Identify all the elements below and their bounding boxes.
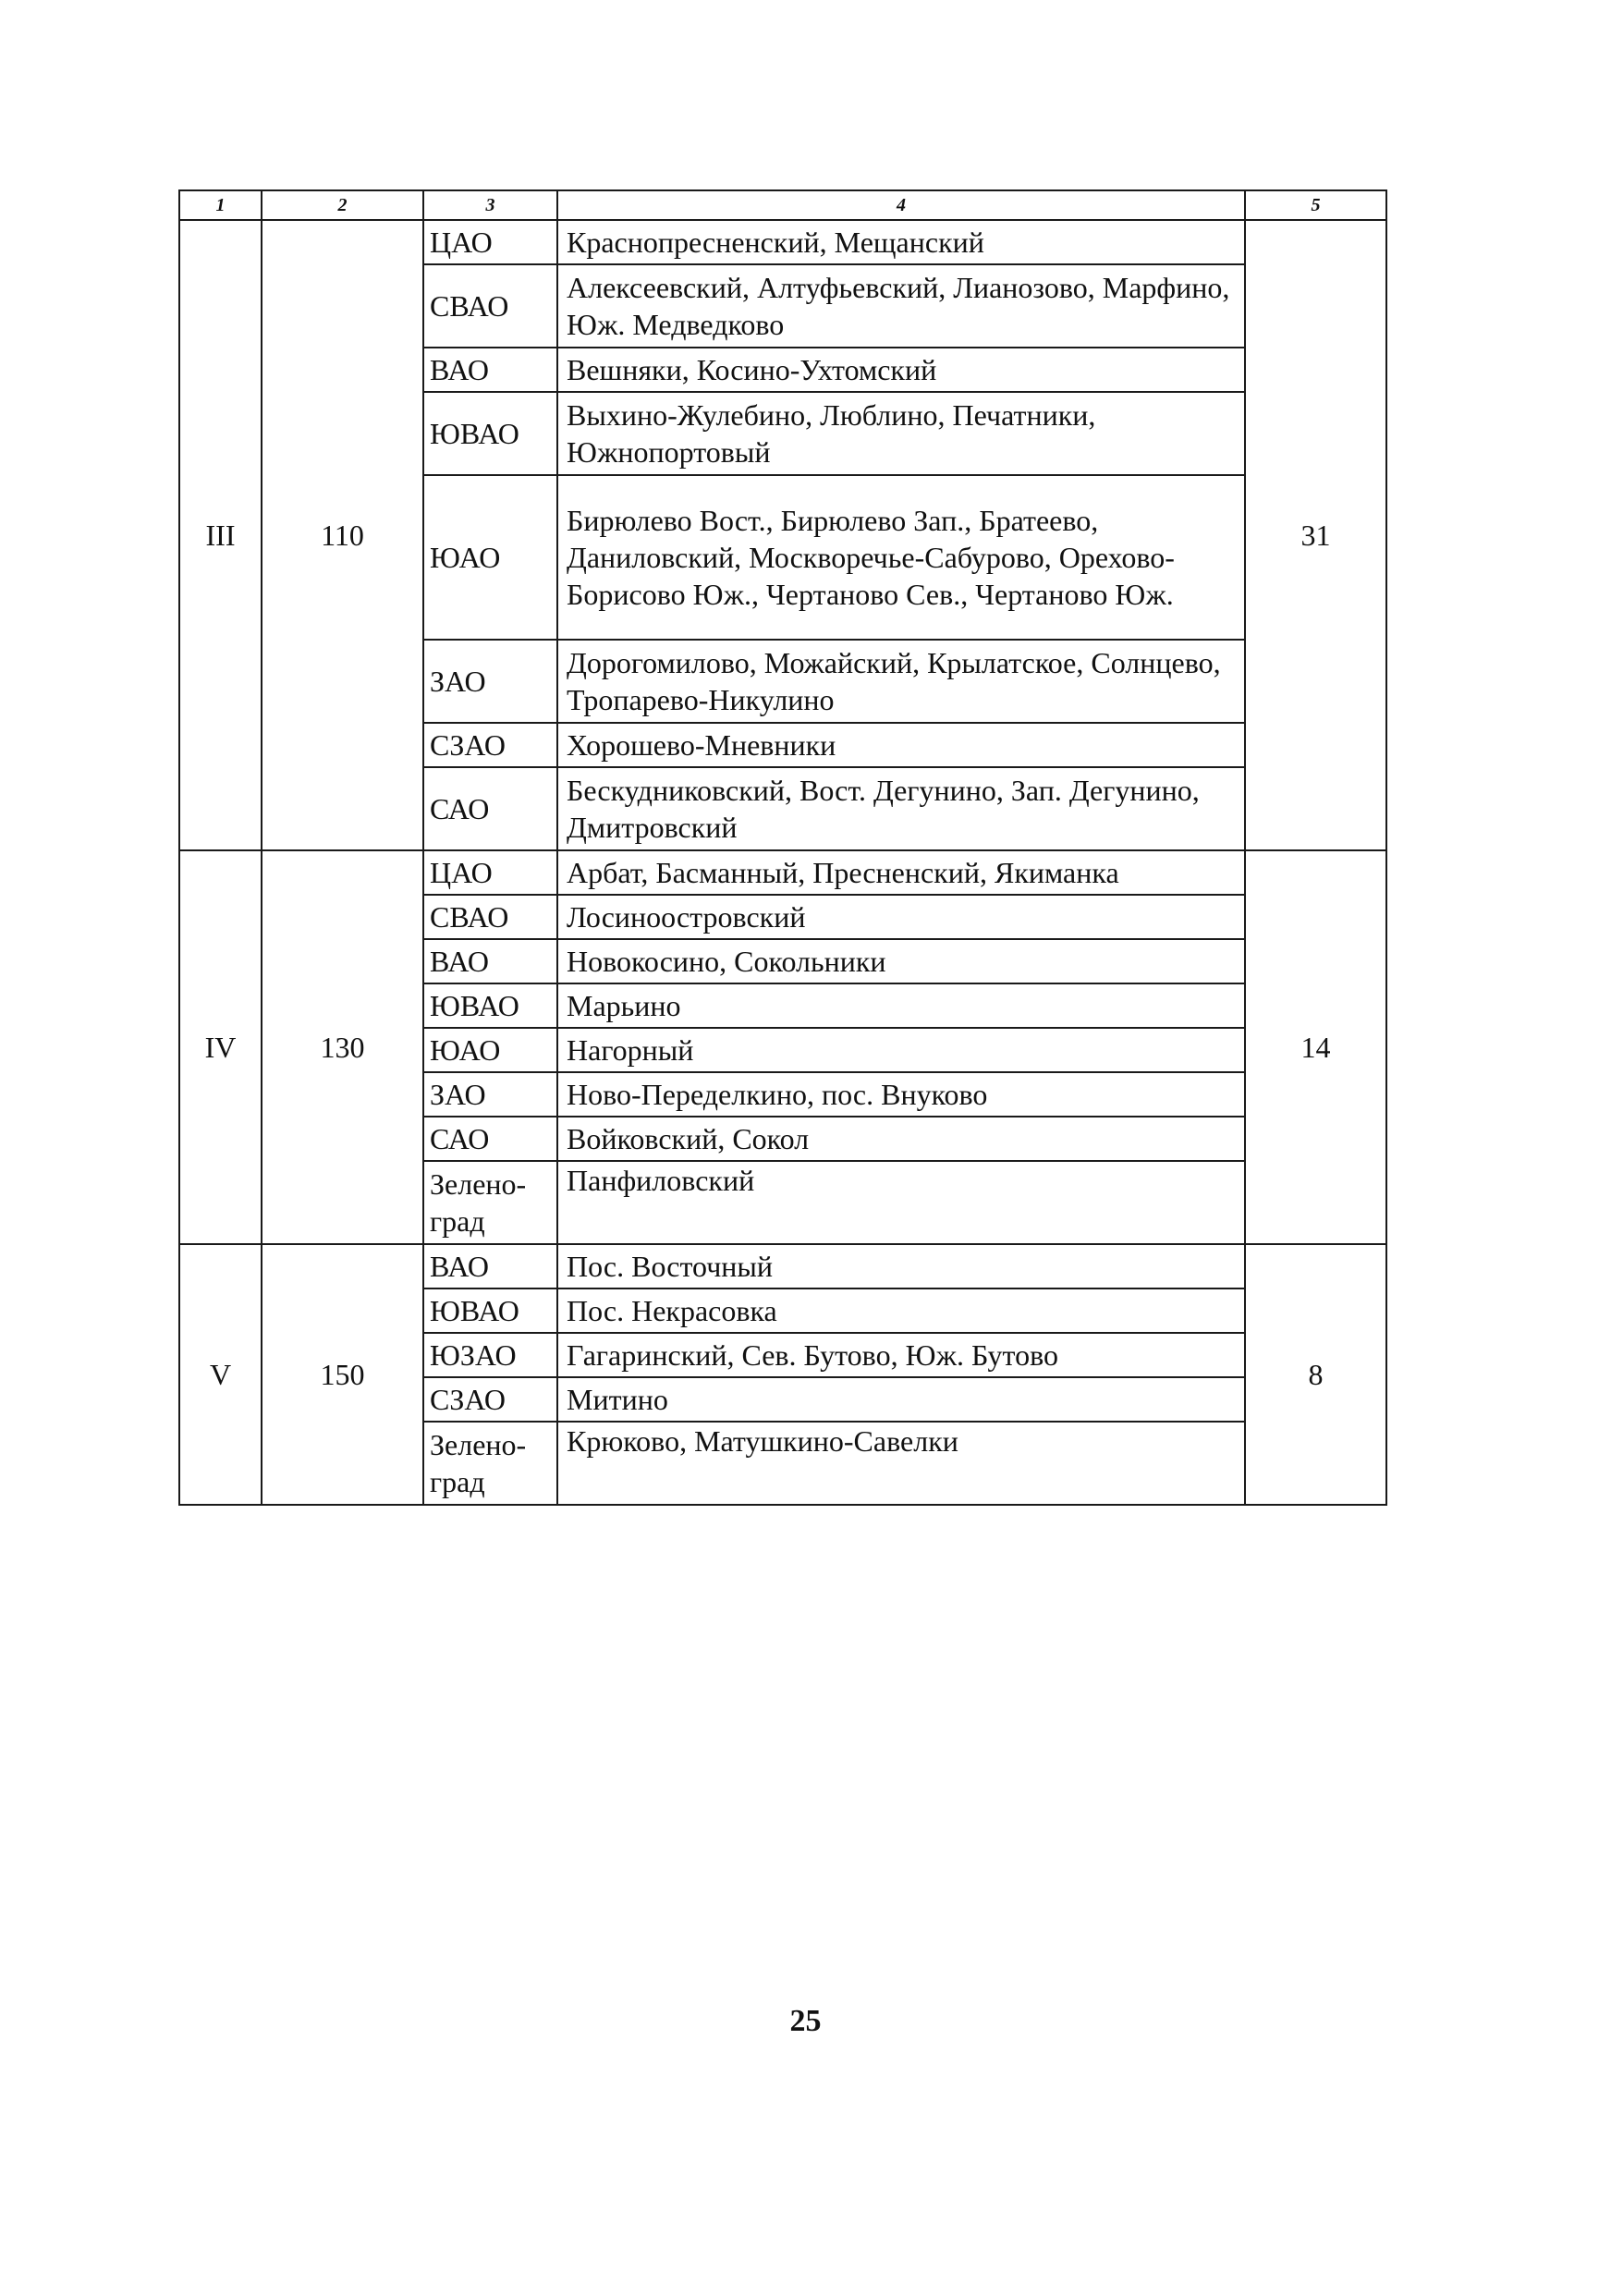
districts-cell: Крюково, Матушкино-Савелки	[557, 1422, 1245, 1505]
districts-cell: Панфиловский	[557, 1161, 1245, 1244]
districts-cell: Выхино-Жулебино, Люблино, Печатники, Южнопортовый	[557, 392, 1245, 475]
okrug-cell: САО	[423, 767, 557, 850]
districts-cell: Хорошево-Мневники	[557, 723, 1245, 767]
okrug-cell: Зелено-град	[423, 1422, 557, 1505]
okrug-cell: ЮЗАО	[423, 1333, 557, 1377]
column-header: 2	[262, 190, 423, 220]
okrug-cell: ЮАО	[423, 475, 557, 640]
districts-cell: Пос. Восточный	[557, 1244, 1245, 1288]
okrug-cell: ЮВАО	[423, 983, 557, 1028]
okrug-cell: ЮВАО	[423, 392, 557, 475]
districts-cell: Лосиноостровский	[557, 895, 1245, 939]
okrug-cell: САО	[423, 1117, 557, 1161]
districts-cell: Дорогомилово, Можайский, Крылатское, Солнцево, Тропарево-Никулино	[557, 640, 1245, 723]
okrug-cell: СЗАО	[423, 723, 557, 767]
count-cell: 8	[1245, 1244, 1386, 1505]
districts-cell: Войковский, Сокол	[557, 1117, 1245, 1161]
zone-number-cell: 110	[262, 220, 423, 850]
districts-cell: Новокосино, Сокольники	[557, 939, 1245, 983]
okrug-cell: ЮАО	[423, 1028, 557, 1072]
zone-cell: III	[179, 220, 262, 850]
column-header: 4	[557, 190, 1245, 220]
districts-cell: Алексеевский, Алтуфьевский, Лианозово, Марфино, Юж. Медведково	[557, 264, 1245, 348]
okrug-cell: ВАО	[423, 348, 557, 392]
zone-number-cell: 150	[262, 1244, 423, 1505]
column-header: 1	[179, 190, 262, 220]
okrug-cell: ЗАО	[423, 640, 557, 723]
districts-cell: Гагаринский, Сев. Бутово, Юж. Бутово	[557, 1333, 1245, 1377]
districts-cell: Вешняки, Косино-Ухтомский	[557, 348, 1245, 392]
zone-cell: V	[179, 1244, 262, 1505]
okrug-cell: ЦАО	[423, 220, 557, 264]
column-header: 5	[1245, 190, 1386, 220]
districts-cell: Ново-Переделкино, пос. Внуково	[557, 1072, 1245, 1117]
districts-cell: Бескудниковский, Вост. Дегунино, Зап. Дегунино, Дмитровский	[557, 767, 1245, 850]
okrug-cell: СЗАО	[423, 1377, 557, 1422]
zone-cell: IV	[179, 850, 262, 1244]
page-number: 25	[789, 2004, 822, 2038]
zone-number-cell: 130	[262, 850, 423, 1244]
table-row	[179, 220, 1386, 264]
districts-cell: Бирюлево Вост., Бирюлево Зап., Братеево, Даниловский, Москворечье-Сабурово, Орехово-Борисово Юж., Чертаново Сев., Чертаново Юж.	[557, 475, 1245, 640]
okrug-cell: ЦАО	[423, 850, 557, 895]
count-cell: 31	[1245, 220, 1386, 850]
okrug-cell: ВАО	[423, 939, 557, 983]
okrug-cell: ЗАО	[423, 1072, 557, 1117]
districts-cell: Краснопресненский, Мещанский	[557, 220, 1245, 264]
districts-cell: Нагорный	[557, 1028, 1245, 1072]
okrug-cell: ВАО	[423, 1244, 557, 1288]
districts-cell: Митино	[557, 1377, 1245, 1422]
okrug-cell: СВАО	[423, 264, 557, 348]
count-cell: 14	[1245, 850, 1386, 1244]
column-number-row	[179, 190, 1386, 220]
districts-table	[178, 189, 1387, 1506]
districts-cell: Арбат, Басманный, Пресненский, Якиманка	[557, 850, 1245, 895]
okrug-cell: Зелено-град	[423, 1161, 557, 1244]
table-row	[179, 1244, 1386, 1288]
districts-cell: Марьино	[557, 983, 1245, 1028]
table-row	[179, 850, 1386, 895]
districts-cell: Пос. Некрасовка	[557, 1288, 1245, 1333]
okrug-cell: СВАО	[423, 895, 557, 939]
column-header: 3	[423, 190, 557, 220]
okrug-cell: ЮВАО	[423, 1288, 557, 1333]
